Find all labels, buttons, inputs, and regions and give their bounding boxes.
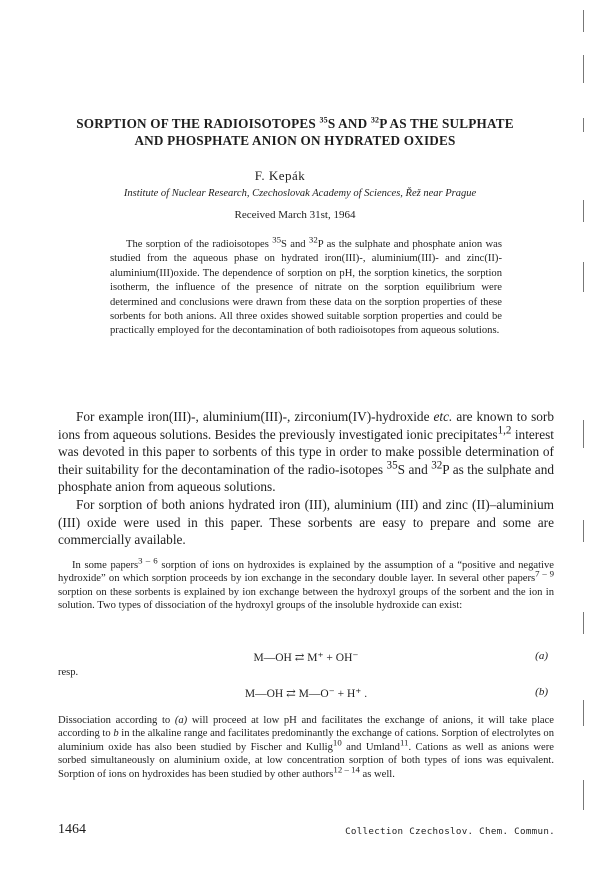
page-number: 1464 (58, 822, 86, 837)
dissociation-text (58, 555, 555, 613)
intro-text (58, 408, 554, 549)
body-paragraph: Dissociation according to (a) will proceed at low pH and facilitates the exchange of anions, it will take place according to b in the alkaline range and facilitates predominantly the exchange of cations. Sorption of electrolytes on aluminium oxide has also been studied by Fischer and Kullig$^{10}$ and Umland$^{11}$. Cations as well as anions were sorbed simultaneously on aluminium oxide, at low concentration sorption of both types of ions was equivalent. Sorption of ions on hydroxides has been studied by other authors$^{12 - 14}$ as well. (58, 715, 554, 780)
citation-ref: 1,2 (497, 424, 512, 437)
scan-edge-mark (583, 10, 584, 32)
author-name: F. Kepák (254, 168, 306, 183)
equation-tag: (b) (535, 686, 548, 698)
author-affiliation: Institute of Nuclear Research, Czechoslovak Academy of Sciences, Řež near Prague (123, 188, 477, 199)
scan-edge-mark (583, 420, 584, 448)
resp-label: resp. (58, 667, 79, 678)
paper-title (40, 115, 550, 149)
citation-ref: 3 – 6 (138, 555, 158, 566)
equation-tag: (a) (535, 650, 548, 662)
body-paragraph: In some papers$^{3 - 6}$ sorption of ions on hydroxides is explained by the assumption of a “positive and negative hydroxide” on which sorption proceeds by ion exchange in the secondary double layer. In several other papers$^{7 - 9}$ sorption on these sorbents is explained by ion exchange between the hydroxyl groups of the sorbent and the ion in solution. Two types of dissociation of the hydroxyl groups of the insoluble hydroxide can exist: (58, 555, 555, 612)
citation-ref: 10 (332, 737, 342, 748)
abstract (110, 234, 503, 339)
scan-edge-mark (583, 118, 584, 132)
title-line-2: AND PHOSPHATE ANION ON HYDRATED OXIDES (134, 133, 456, 148)
citation-ref: 12 – 14 (333, 764, 360, 775)
scan-edge-mark (583, 700, 584, 726)
equation-expression: M—OH ⇄ M—O⁻ + H⁺ . (244, 688, 368, 700)
body-paragraph: For example iron(III)-, aluminium(III)-, zirconium(IV)-hydroxide etc. are known to sorb ions from aqueous solutions. Besides the previously investigated ionic precipitates$^{1,2}$ interest was devoted in this paper to sorbents of this type in order to make possible determination of their suitability for the decontamination of the radio-isotopes $^{35}$S and $^{32}$P as the sulphate and phosphate anion from aqueous solutions. (58, 409, 555, 495)
scan-edge-mark (583, 520, 584, 542)
scan-edge-mark (583, 200, 584, 222)
scan-edge-mark (583, 55, 584, 83)
title-line-1: SORPTION OF THE RADIOISOTOPES $^{35}$S AND $^{32}$P AS THE SULPHATE (76, 115, 514, 131)
journal-name: Collection Czechoslov. Chem. Commun. (345, 826, 555, 837)
citation-ref: 7 – 9 (535, 568, 554, 579)
scan-edge-mark (583, 612, 584, 634)
received-date: Received March 31st, 1964 (234, 209, 356, 221)
body-paragraph: For sorption of both anions hydrated iron (III), aluminium (III) and zinc (II)–aluminium (III) oxide were used in this paper. These sorbents are easy to prepare and some are commercially available. (58, 496, 554, 548)
scan-edge-mark (583, 262, 584, 292)
equation-expression: M—OH ⇄ M⁺ + OH⁻ (253, 652, 359, 664)
scan-edge-mark (583, 780, 584, 810)
citation-ref: 11 (399, 737, 409, 748)
discussion-text (58, 714, 554, 781)
abstract-paragraph: The sorption of the radioisotopes $^{35}$S and $^{32}$P as the sulphate and phosphate anion was studied from the aqueous phase on hydrated iron(III)-, aluminium(III)- and zinc(II)-aluminium(III)oxide. The dependence of sorption on pH, the sorption kinetics, the sorption isotherm, the influence of the presence of nitrate on the sorption equilibrium were determined and conclusions were drawn from these data on the sorption properties of these sorbents for both anions. All three oxides showed suitable sorption properties and could be practically employed for the decontamination of both radioisotopes from aqueous solutions. (110, 234, 503, 337)
